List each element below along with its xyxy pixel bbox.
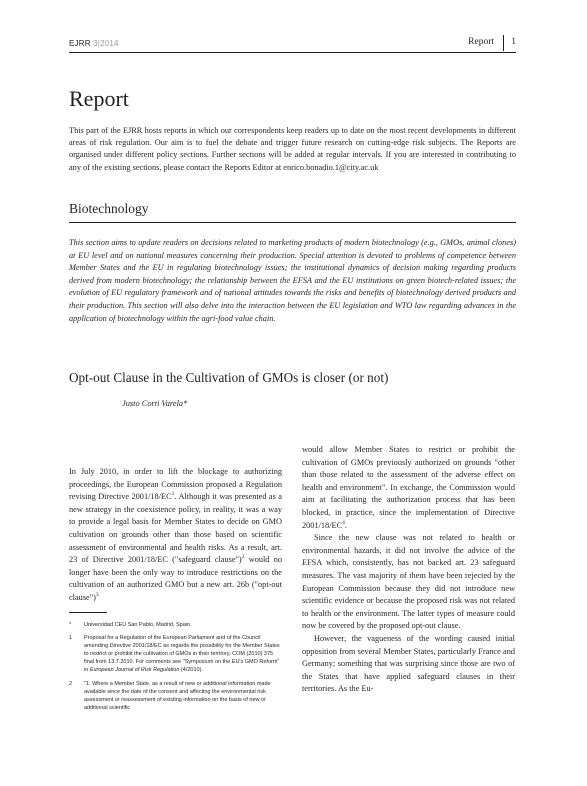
- body-paragraph: However, the vagueness of the wording caused initial opposition from several Member States, particularly France and Germany; something that was surprising since those are two of the States that have applied safeguard clauses in their territories. As the Eu-: [302, 633, 515, 694]
- footnote-text: "1. Where a Member State, as a result of new or additional information made available since the date of the consent and affecting the environmental risk assessment or reassessment of existing information on the basis of new or additional scientific: [84, 680, 271, 711]
- header-rule: [69, 52, 516, 53]
- running-header: [69, 37, 516, 51]
- body-column-right: [302, 444, 515, 696]
- header-divider: [503, 35, 504, 51]
- issue-number: 3|2014: [93, 39, 119, 48]
- section-rule: [69, 222, 516, 223]
- body-column-left: [69, 466, 282, 605]
- footnote-text: Proposal for a Regulation of the European Parliament and of the Council amending Directive 2001/18/EC as regards the possibility for the Member States to restrict or prohibit the cultivation of GMOs in their territory, COM (2010) 375 final from 13.7.2010. For comments see "Symposium on the EU's GMO Reform" in: [84, 635, 280, 674]
- body-paragraph: Since the new clause was not related to health or environmental hazards, it did not involve the advice of the EFSA which, consistently, has not backed art. 23 safeguard measures. The vast majority of them have been rejected by the European Commission because they did not introduce new scientific evidence or because the proposed risk was not related to health or the environment. The latter types of measure could now be covered by the proposed opt-out clause.: [302, 533, 515, 631]
- footnote-text: (4/2010).: [179, 667, 203, 674]
- body-paragraph: [302, 444, 515, 532]
- footnote: [69, 634, 282, 674]
- footnote-mark: 2: [69, 680, 73, 687]
- footnote-ref[interactable]: 2: [241, 554, 245, 561]
- footnote: [69, 680, 282, 712]
- section-abstract: This section aims to update readers on decisions related to marketing products of modern biotechnology (e.g., GMOs, animal clones) at EU level and on national measures concerning their production. Special attention is devoted to problems of competence between Member States and the EU in regulating biotechnology issues; the institutional dynamics of decision making regarding products derived from modern biotechnology; the relationship between the EFSA and the EU institutions on green biotech-related issues; the evolution of EU regulatory framework and of national attitudes towards the risks and benefits of biotechnology derived products and their production. This section will also delve into the interaction between the EU legislation and WTO law regarding advances in the application of biotechnology within the agri-food value chain.: [69, 238, 516, 323]
- journal-name: EJRR: [69, 39, 91, 48]
- article-title: Opt-out Clause in the Cultivation of GMOs is closer (or not): [69, 370, 389, 385]
- footnote-mark: 1: [69, 635, 73, 642]
- text-run: .: [344, 520, 347, 530]
- journal-title-italic: European Journal of Risk Regulation: [89, 667, 180, 674]
- text-run: . Although it was presented as a new strategy in the coexistence policy, in reality, it was a way to provide a legal basis for Member States to decide on GMO cultivation on grounds other than those based on scientific assessment of environmental and health risks. As a result, art. 23 of Directive 2001/18/EC ("safeguard clause"): [69, 492, 282, 565]
- footnote-text: Universidad CEU San Pablo, Madrid, Spain.: [84, 622, 192, 628]
- journal-issue: [69, 39, 119, 48]
- author-name: Justo Corti Varela*: [122, 399, 188, 408]
- page-number: 1: [511, 37, 516, 47]
- footnote: [69, 621, 282, 629]
- text-run: In July 2010, in order to lift the blockage to authorizing proceedings, the European Commission proposed a Regulation revising Directive 2001/18/EC: [69, 467, 282, 502]
- footnote-ref[interactable]: 1: [171, 491, 175, 498]
- section-heading: Biotechnology: [69, 201, 149, 216]
- page-title: Report: [69, 86, 129, 111]
- footnote-rule: [69, 612, 107, 613]
- footnote-mark: *: [69, 622, 72, 628]
- text-run: would allow Member States to restrict or prohibit the cultivation of GMOs previously authorized on grounds "other than those related to the assessment of the adverse effect on health and environment". In exchange, the Commission would aim at facilitating the authorization process that has been blocked, in practice, since the implementation of Directive 2001/18/EC: [302, 445, 515, 530]
- footnotes: [69, 621, 282, 717]
- running-section-title: Report: [468, 37, 494, 47]
- footnote-ref[interactable]: 3: [95, 592, 99, 599]
- text-run: would no longer have been the only way to introduce restrictions on the cultivation of an authorized GMO but a new art. 26b ("opt-out clause"): [69, 555, 282, 602]
- body-paragraph: [69, 466, 282, 605]
- intro-paragraph: This part of the EJRR hosts reports in which our correspondents keep readers up to date on the most recent developments in different areas of risk regulation. Our aim is to fuel the debate and trigger future research on cutting-edge risk subjects. The Reports are organised under different policy sections. Further sections will be added at regular intervals. If you are interested in contributing to any of the existing sections, please contact the Reports Editor at enrico.bonadio.1@city.ac.uk: [69, 126, 516, 172]
- footnote-ref[interactable]: 4: [342, 519, 345, 526]
